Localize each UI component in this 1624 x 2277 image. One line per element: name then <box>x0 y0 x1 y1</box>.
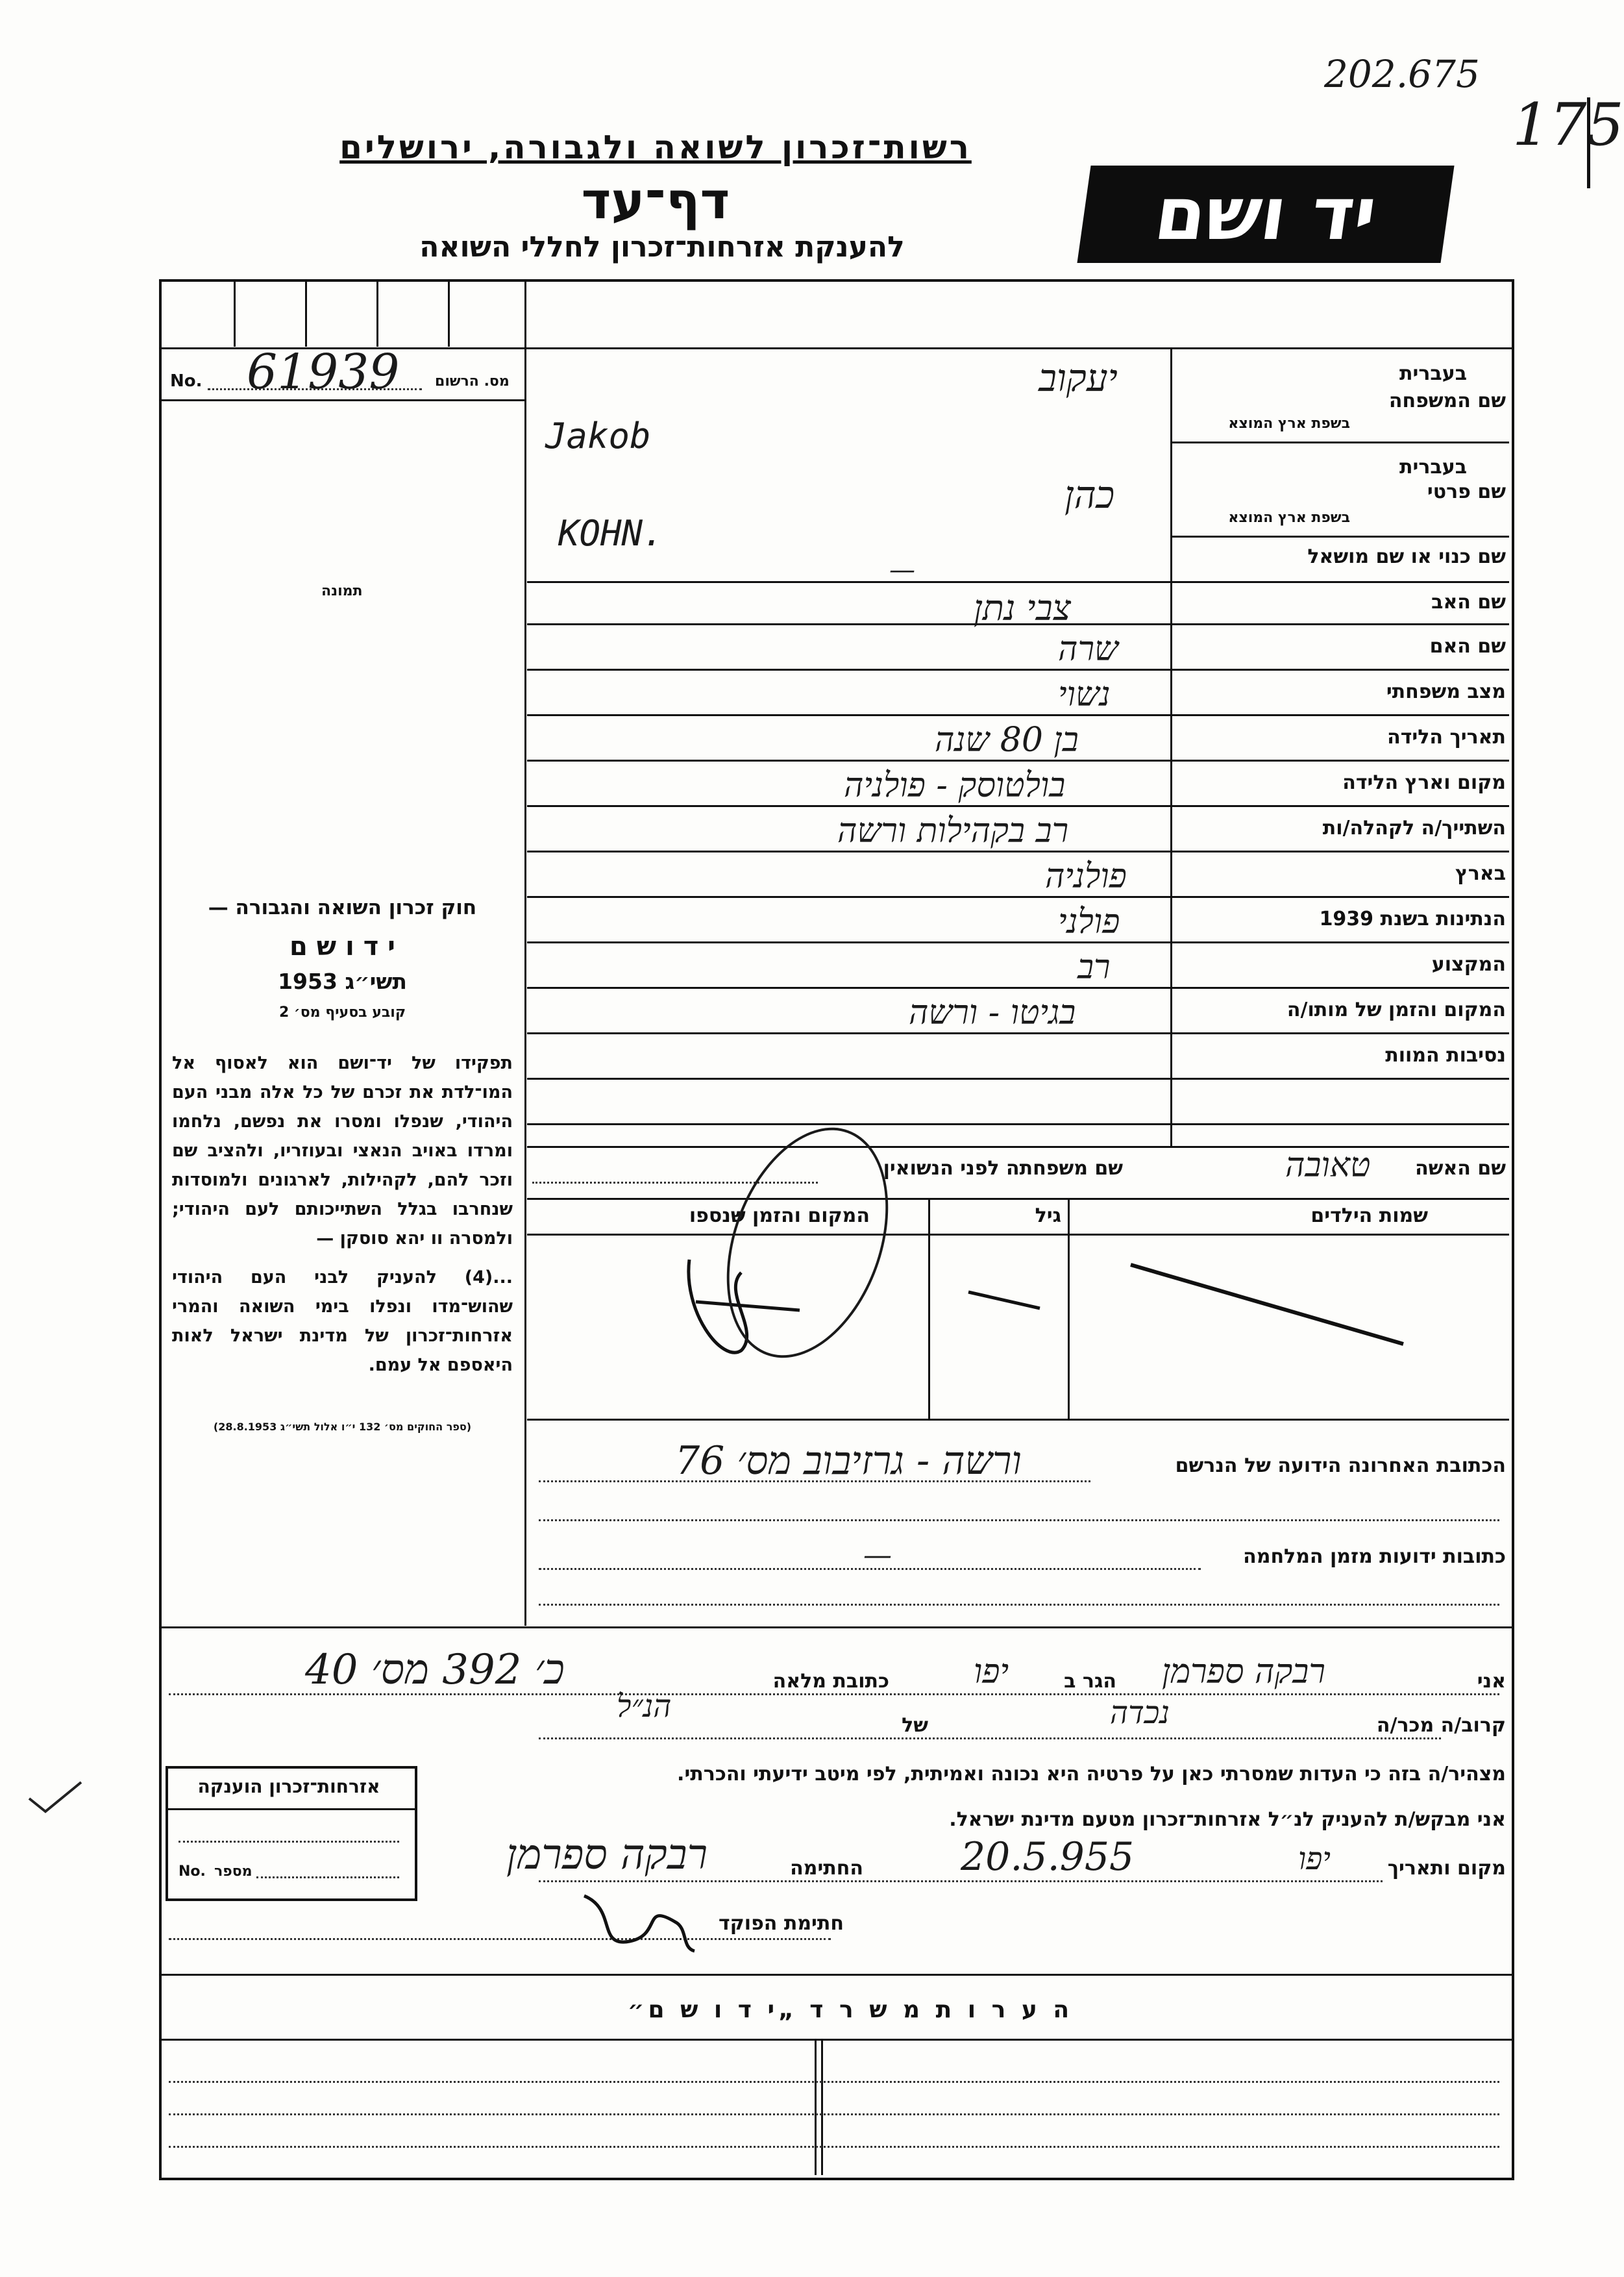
family-name-hebrew: יעקוב <box>1039 356 1118 400</box>
authority-line: רשות־זכרון לשואה ולגבורה, ירושלים <box>339 129 972 166</box>
first-name-origin: KOHN. <box>558 513 664 554</box>
signature-label: החתימה <box>790 1857 863 1880</box>
first-name-label: שם פרטי <box>1427 480 1506 503</box>
law-name: י ד ו ש ם <box>289 932 395 962</box>
declarant-address: כ׳ 392 מס׳ 40 <box>305 1646 565 1694</box>
children-strike-through <box>527 1234 1509 1428</box>
birth-date-value: בן 80 שנה <box>935 721 1079 760</box>
form-subtitle: להענקת אזרחות־זכרון לחללי השואה <box>419 230 905 264</box>
war-address-label: כתובות ידועות מזמן המלחמה <box>1243 1545 1506 1568</box>
family-name-label: שם המשפחה <box>1388 390 1506 412</box>
wife-label: שם האשה <box>1415 1157 1506 1180</box>
margin-stroke <box>1587 97 1590 188</box>
children-death-header: המקום והזמן שנספו <box>689 1204 870 1227</box>
wife-value: טאובה <box>1285 1146 1371 1185</box>
profession-label: המקצוע <box>1431 953 1506 976</box>
citizenship-label: הנתינות בשנת 1939 <box>1319 908 1506 930</box>
office-notes-title: ה ע ר ו ת מ ש ר ד „י ד ו ש ם״ <box>627 1997 1074 2023</box>
birth-date-label: תאריך הלידה <box>1387 726 1506 749</box>
profession-value: רב <box>1077 948 1111 987</box>
wife-maiden-label: שם משפחתה לפני הנשואין <box>883 1157 1123 1180</box>
children-names-header: שמות הילדים <box>1310 1204 1428 1227</box>
father-value: צבי נתן <box>974 588 1071 628</box>
registration-number: 61939 <box>247 344 400 400</box>
marital-value: נשוי <box>1058 675 1111 714</box>
birth-place-label: מקום וארץ הלידה <box>1342 771 1506 794</box>
death-cause-label: נסיבות המוות <box>1385 1044 1506 1067</box>
origin-language-label: בשפת ארץ המוצא <box>1228 416 1350 432</box>
marital-label: מצב משפחתי <box>1386 680 1506 703</box>
place-value: יפו <box>1298 1841 1331 1877</box>
origin-language-label-2: בשפת ארץ המוצא <box>1228 510 1350 526</box>
declaration-request: אני מבקש/ת להעניק לנ״ל אזרחות־זכרון מטעם מדינת ישראל. <box>949 1808 1506 1831</box>
in-hebrew-label-2: בעברית <box>1399 456 1467 479</box>
registration-no-label: No. <box>170 371 203 391</box>
date-value: 20.5.955 <box>961 1834 1135 1880</box>
war-address-value: — <box>863 1539 892 1572</box>
form-title: דף־עד <box>581 172 730 230</box>
relation-value: נכדה <box>1110 1695 1170 1731</box>
birth-place-value: בולטוסק - פולניה <box>844 766 1066 805</box>
last-address-label: הכתובת האחרונה הידועה של הנרשם <box>1175 1454 1506 1477</box>
father-label: שם האב <box>1431 591 1506 614</box>
declarant-i-label: אני <box>1477 1670 1506 1693</box>
photo-label: תמונה <box>321 583 363 599</box>
citizenship-number-label: מספר <box>214 1863 252 1880</box>
registration-label: מס. הרשום <box>435 373 510 390</box>
law-text-2: ...(4) להעניק לבני העם היהודי שהוש־מדו ונפלו בימי השואה והמרי אזרחות־זכרון של מדינת ישראל לאות היאספם אל עמם. <box>172 1267 513 1375</box>
relation-of-label: של <box>902 1714 928 1737</box>
declaration-statement: מצהיר/ה בזה כי העדות שמסרתי כאן על פרטיה היא נכונה ואמיתית, לפי מיטב ידיעתי והכרתי. <box>677 1763 1506 1786</box>
archive-number: 202.675 <box>1324 52 1480 96</box>
official-signature-scribble <box>571 1883 701 1954</box>
law-section: קובע בסעיף מס׳ 2 <box>278 1004 406 1021</box>
country-label: בארץ <box>1455 862 1506 885</box>
margin-checkmark <box>26 1779 84 1818</box>
community-value: רב בקהילות ורשה <box>837 812 1069 851</box>
place-date-label: מקום ותאריך <box>1387 1857 1506 1880</box>
declarant-name: רבקה ספרמן <box>1162 1652 1325 1691</box>
community-label: השתייך/ה לקהלה/ות <box>1322 817 1506 840</box>
citizenship-value: פולני <box>1058 902 1120 941</box>
official-signature-label: חתימת הפוקד <box>719 1912 844 1935</box>
citizenship-no-label: No. <box>178 1863 206 1880</box>
nickname-label: שם כנוי או שם מושאל <box>1307 545 1506 568</box>
first-name-hebrew: כהן <box>1064 473 1115 517</box>
resides-label: הגר ב <box>1064 1670 1116 1693</box>
law-year: תשי״ג 1953 <box>278 969 407 994</box>
relative-label: קרוב/ה מכר/ה <box>1376 1714 1506 1737</box>
children-age-header: גיל <box>1035 1204 1061 1227</box>
mother-value: שרה <box>1058 630 1118 669</box>
last-address-value: ורשה - גרזיבוב מס׳ 76 <box>675 1438 1022 1484</box>
declarant-signature: רבקה ספרמן <box>506 1831 707 1879</box>
in-hebrew-label: בעברית <box>1399 362 1467 385</box>
nickname-value: — <box>889 555 915 585</box>
declarant-city: יפו <box>974 1652 1009 1691</box>
mother-label: שם האם <box>1429 635 1506 658</box>
law-footnote: (ספר החוקים מס׳ 132 י״ו אלול תשי״ג 28.8.1953) <box>213 1421 472 1433</box>
relation-of-value: הנ״ל <box>617 1688 672 1724</box>
yad-vashem-logo: יד ושם <box>1077 166 1454 263</box>
address-label: כתובת מלאה <box>772 1670 889 1693</box>
family-name-origin: Jakob <box>545 416 651 456</box>
death-place-value: בגיטו - ורשה <box>909 993 1076 1032</box>
page-number: 175 <box>1512 91 1624 159</box>
law-title: חוק זכרון השואה והגבורה — <box>208 896 477 919</box>
law-text-1: תפקידו של יד־ושם הוא לאסוף אל המו־לדת את זכרם של כל אלה מבני העם היהודי, שנפלו ומסרו את נפשם, נלחמו ומרדו באויב הנאצי ובעוזריו, ולהציב שם וזכר להם, לקהילות, לארגונים ולמוסדות שנחרבו בגלל השתייכותם לעם היהודי; ולמסרה וו יהא סוסקן — <box>172 1053 513 1249</box>
country-value: פולניה <box>1045 857 1127 896</box>
citizenship-box-title: אזרחות־זכרון הוענקה <box>197 1776 380 1797</box>
death-place-label: המקום והזמן של מותו/ה <box>1286 999 1506 1021</box>
